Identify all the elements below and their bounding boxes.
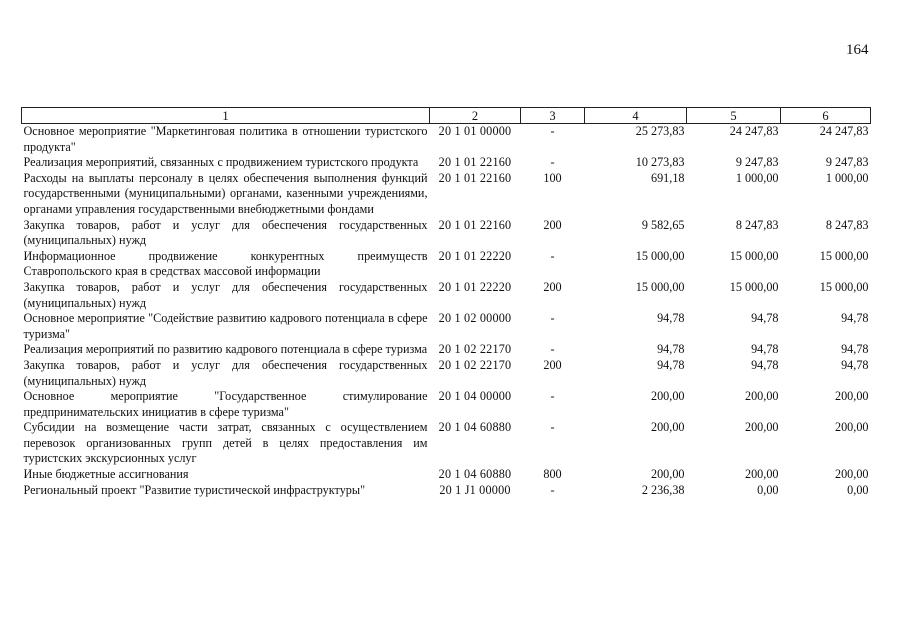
row-amount-3: 0,00 (847, 482, 869, 497)
row-amount-1: 2 236,38 (641, 482, 685, 497)
row-amount-1: 200,00 (650, 420, 685, 435)
row-name: Закупка товаров, работ и услуг для обеспечения государственных (муниципальных) нужд (23, 279, 428, 310)
row-amount-2: 94,78 (751, 311, 779, 326)
row-name: Расходы на выплаты персоналу в целях обеспечения выполнения функций государственными (муниципальными) органами, казенными учреждениями, органами управления государственными внебюджетными фондами (23, 170, 428, 216)
row-name: Закупка товаров, работ и услуг для обеспечения государственных (муниципальных) нужд (23, 217, 428, 248)
row-name: Реализация мероприятий по развитию кадрового потенциала в сфере туризма (23, 342, 428, 357)
row-amount-1: 691,18 (650, 170, 685, 185)
row-name: Информационное продвижение конкурентных преимуществ Ставропольского края в средствах массовой информации (23, 248, 428, 279)
row-amount-2: 94,78 (751, 357, 779, 372)
row-expense-type: 200 (543, 357, 562, 372)
row-amount-1: 25 273,83 (635, 124, 685, 138)
row-amount-3: 94,78 (841, 342, 869, 357)
row-amount-2: 8 247,83 (735, 217, 779, 232)
row-amount-2: 200,00 (744, 389, 779, 404)
row-amount-1: 15 000,00 (635, 248, 685, 263)
row-name: Субсидии на возмещение части затрат, связанных с осуществлением перевозок организованных групп детей в целях предоставления им туристских экскурсионных услуг (23, 420, 428, 466)
table-row (22, 358, 871, 389)
table-row (22, 171, 871, 218)
row-amount-3: 200,00 (834, 467, 869, 482)
row-name: Закупка товаров, работ и услуг для обеспечения государственных (муниципальных) нужд (23, 357, 428, 388)
table-row (22, 311, 871, 342)
row-name: Основное мероприятие "Государственное стимулирование предпринимательских инициатив в сфере туризма" (23, 389, 428, 419)
row-amount-2: 24 247,83 (729, 124, 779, 138)
row-expense-type: - (550, 248, 555, 263)
row-code: 20 1 04 60880 (438, 420, 512, 435)
row-amount-2: 94,78 (751, 342, 779, 357)
row-amount-2: 15 000,00 (729, 248, 779, 263)
row-code: 20 1 04 00000 (438, 389, 512, 404)
row-amount-3: 9 247,83 (825, 155, 869, 170)
row-name: Региональный проект "Развитие туристической инфраструктуры" (23, 482, 366, 497)
row-amount-1: 94,78 (657, 357, 685, 372)
row-amount-3: 200,00 (834, 420, 869, 435)
page-number: 164 (846, 42, 869, 58)
row-code: 20 1 04 60880 (438, 467, 512, 482)
row-expense-type: 200 (543, 217, 562, 232)
header-col-1: 1 (22, 108, 430, 124)
row-amount-3: 94,78 (841, 311, 869, 326)
row-expense-type: - (550, 124, 555, 138)
row-amount-2: 0,00 (757, 482, 779, 497)
row-code: 20 1 02 22170 (438, 357, 512, 372)
row-amount-3: 15 000,00 (819, 279, 869, 294)
row-amount-1: 15 000,00 (635, 279, 685, 294)
row-amount-3: 200,00 (834, 389, 869, 404)
row-amount-2: 200,00 (744, 467, 779, 482)
row-code: 20 1 01 00000 (438, 124, 512, 138)
table-row (22, 389, 871, 420)
table-row (22, 280, 871, 311)
row-amount-3: 15 000,00 (819, 248, 869, 263)
row-amount-2: 1 000,00 (735, 170, 779, 185)
table-row (22, 467, 871, 483)
row-code: 20 1 01 22220 (438, 279, 512, 294)
row-expense-type: 100 (543, 170, 562, 185)
table-row (22, 218, 871, 249)
row-amount-3: 1 000,00 (825, 170, 869, 185)
table-row (22, 249, 871, 280)
row-amount-1: 10 273,83 (635, 155, 685, 170)
row-amount-3: 24 247,83 (819, 124, 869, 138)
row-code: 20 1 01 22220 (438, 248, 512, 263)
header-col-3: 3 (521, 108, 585, 124)
header-row (22, 108, 871, 124)
row-code: 20 1 01 22160 (438, 170, 512, 185)
row-name: Иные бюджетные ассигнования (23, 467, 189, 482)
row-amount-2: 9 247,83 (735, 155, 779, 170)
row-amount-2: 200,00 (744, 420, 779, 435)
row-expense-type: - (550, 311, 555, 326)
table-row (22, 342, 871, 358)
row-amount-3: 94,78 (841, 357, 869, 372)
budget-table (21, 107, 871, 498)
row-expense-type: - (550, 155, 555, 170)
row-expense-type: - (550, 482, 555, 497)
row-code: 20 1 02 22170 (438, 342, 512, 357)
row-code: 20 1 01 22160 (438, 155, 512, 170)
table-row (22, 483, 871, 499)
row-code: 20 1 J1 00000 (439, 482, 511, 497)
row-code: 20 1 01 22160 (438, 217, 512, 232)
header-col-5: 5 (687, 108, 781, 124)
header-col-2: 2 (430, 108, 521, 124)
header-col-4: 4 (585, 108, 687, 124)
row-expense-type: - (550, 389, 555, 404)
table-row (22, 155, 871, 171)
row-amount-2: 15 000,00 (729, 279, 779, 294)
row-expense-type: - (550, 342, 555, 357)
row-amount-1: 200,00 (650, 389, 685, 404)
row-name: Реализация мероприятий, связанных с продвижением туристского продукта (23, 155, 419, 170)
row-code: 20 1 02 00000 (438, 311, 512, 326)
row-expense-type: - (550, 420, 555, 435)
table-row (22, 420, 871, 467)
row-amount-1: 200,00 (650, 467, 685, 482)
row-amount-1: 94,78 (657, 342, 685, 357)
row-name: Основное мероприятие "Содействие развитию кадрового потенциала в сфере туризма" (23, 311, 428, 341)
row-name: Основное мероприятие "Маркетинговая политика в отношении туристского продукта" (23, 124, 428, 154)
header-col-6: 6 (781, 108, 871, 124)
row-expense-type: 800 (543, 467, 562, 482)
row-expense-type: 200 (543, 279, 562, 294)
table-row (22, 124, 871, 156)
row-amount-1: 9 582,65 (641, 217, 685, 232)
row-amount-3: 8 247,83 (825, 217, 869, 232)
row-amount-1: 94,78 (657, 311, 685, 326)
